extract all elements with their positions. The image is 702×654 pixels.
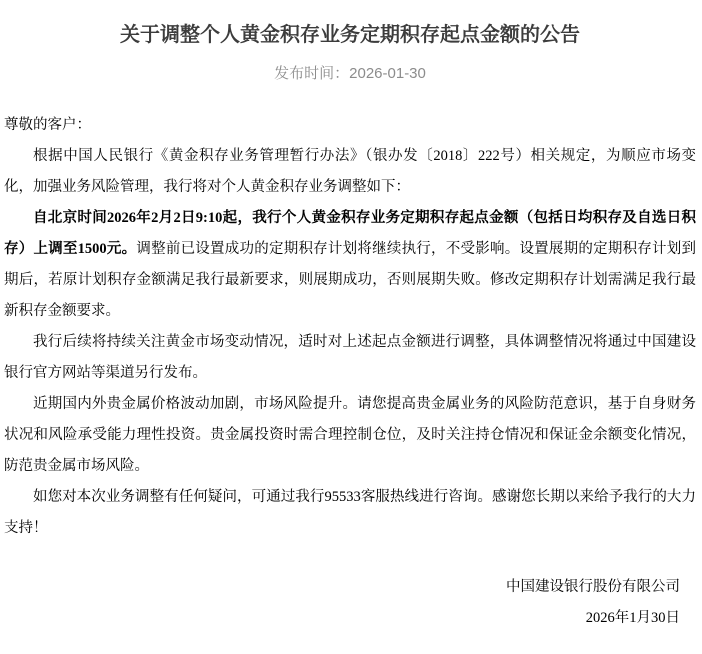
publish-time-label: 发布时间： — [274, 65, 350, 82]
paragraph-text: 近期国内外贵金属价格波动加剧，市场风险提升。请您提高贵金属业务的风险防范意识，基于自身财务状况和风险承受能力理性投资。贵金属投资时需合理控制仓位，及时关注持仓情况和保证金余额变化情况，防范贵金属市场风险。 — [4, 396, 696, 474]
signature-company: 中国建设银行股份有限公司 — [506, 579, 680, 595]
publish-time-value: 2026-01-30 — [349, 65, 426, 82]
paragraph-contact — [4, 482, 696, 544]
paragraph-followup — [4, 327, 696, 389]
salutation: 尊敬的客户： — [4, 117, 91, 133]
notice-body — [4, 110, 696, 544]
signature-date: 2026年1月30日 — [585, 610, 680, 626]
signature-block — [4, 572, 696, 634]
paragraph-text: 根据中国人民银行《黄金积存业务管理暂行办法》（银办发〔2018〕222号）相关规定，为顺应市场变化，加强业务风险管理，我行将对个人黄金积存业务调整如下： — [4, 148, 696, 195]
paragraph-bold-text: 自北京时间2026年2月2日9:10起，我行个人黄金积存业务定期积存起点金额（包括日均积存及自选日积存）上调至1500元。 — [4, 210, 696, 257]
paragraph-adjustment — [4, 203, 696, 327]
paragraph-text: 调整前已设置成功的定期积存计划将继续执行，不受影响。设置展期的定期积存计划到期后，若原计划积存金额满足我行最新要求，则展期成功，否则展期失败。修改定期积存计划需满足我行最新积存金额要求。 — [4, 241, 697, 319]
notice-title: 关于调整个人黄金积存业务定期积存起点金额的公告 — [120, 24, 580, 46]
paragraph-risk-warning — [4, 389, 696, 482]
paragraph-text: 我行后续将持续关注黄金市场变动情况，适时对上述起点金额进行调整，具体调整情况将通过中国建设银行官方网站等渠道另行发布。 — [4, 334, 696, 381]
paragraph-text: 如您对本次业务调整有任何疑问，可通过我行95533客服热线进行咨询。感谢您长期以来给予我行的大力支持！ — [4, 489, 696, 536]
paragraph-basis — [4, 141, 696, 203]
publish-time — [4, 62, 696, 83]
